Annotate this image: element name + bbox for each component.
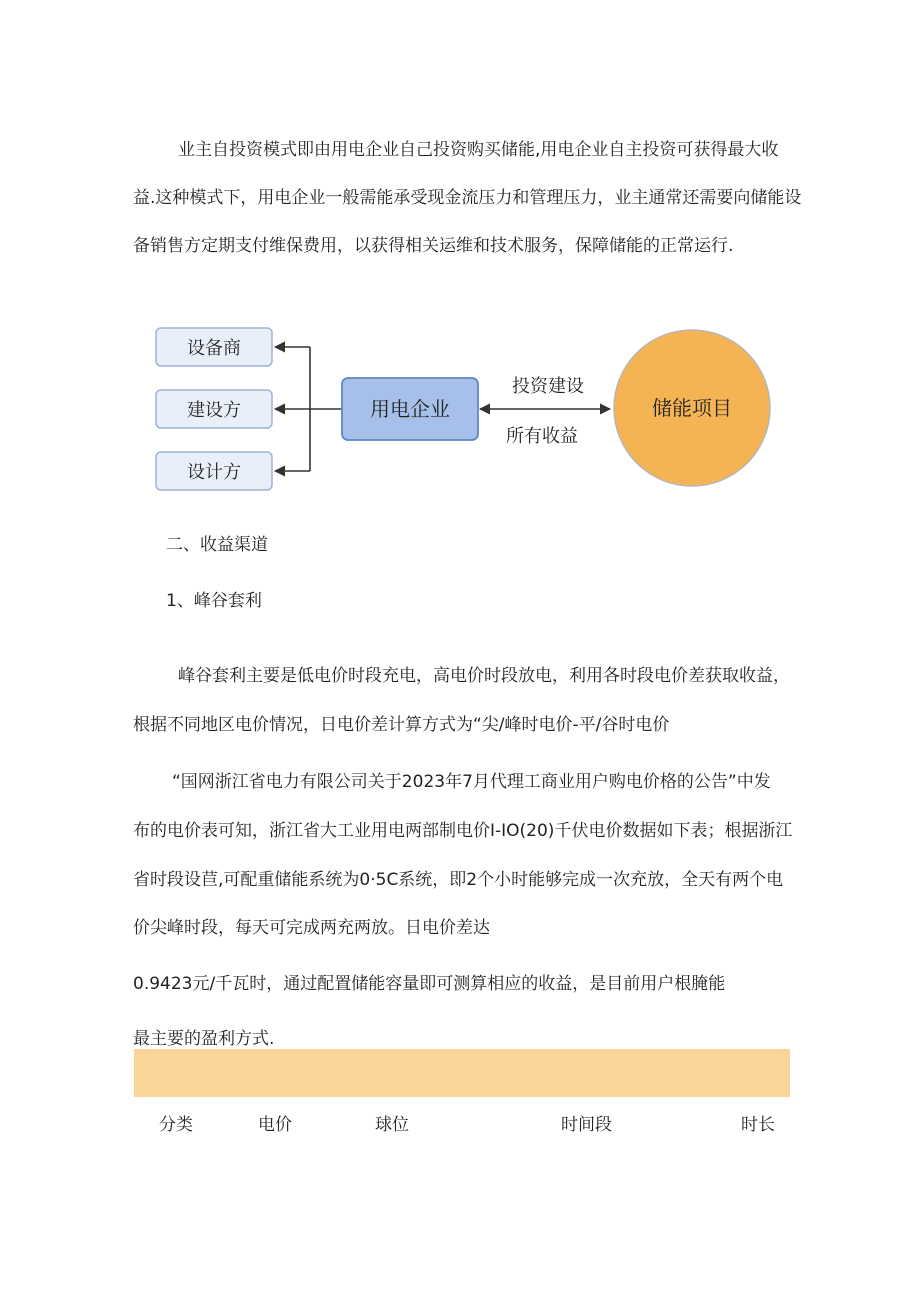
para3-line-2: 最主要的盈利方式. bbox=[133, 1029, 275, 1049]
arrow-bottom-label: 所有收益 bbox=[506, 426, 578, 447]
table-header-level: 球位 bbox=[375, 1115, 409, 1135]
para2-line-4: 价尖峰时段，每天可完成两充两放。日电价差达 bbox=[133, 918, 490, 938]
table-header-category: 分类 bbox=[159, 1115, 193, 1135]
para3-line-1: 0.9423元/千瓦时，通过配置储能容量即可测算相应的收益，是目前用户根腌能 bbox=[133, 974, 726, 994]
branch-connector bbox=[310, 347, 342, 471]
subsection-heading: 1、峰谷套利 bbox=[166, 591, 262, 611]
para2-line-1: “国网浙江省电力有限公司关于2023年7月代理工商业用户购电价格的公告”中发 bbox=[172, 772, 771, 792]
box-construction-party-label: 建设方 bbox=[187, 400, 241, 421]
box-power-user-enterprise-label: 用电企业 bbox=[370, 397, 450, 421]
table-title-band bbox=[134, 1049, 790, 1097]
para1-line-1: 峰谷套利主要是低电价时段充电，高电价时段放电，利用各时段电价差获取收益， bbox=[178, 666, 790, 686]
section-heading: 二、收益渠道 bbox=[166, 535, 268, 555]
table-header-period: 时间段 bbox=[561, 1115, 612, 1135]
box-equipment-supplier-label: 设备商 bbox=[187, 338, 241, 359]
intro-line-1: 业主自投资模式即由用电企业自己投资购买储能,用电企业自主投资可获得最大收 bbox=[178, 140, 779, 160]
arrow-top-label: 投资建设 bbox=[512, 376, 584, 397]
storage-project-label: 储能项目 bbox=[652, 396, 732, 420]
table-header-price: 电价 bbox=[258, 1115, 292, 1135]
table-header-duration: 时长 bbox=[741, 1115, 775, 1135]
para2-line-2: 布的电价表可知，浙江省大工业用电两部制电价I-IO(20)千伏电价数据如下表；根据浙江 bbox=[133, 821, 793, 841]
para1-line-2: 根据不同地区电价情况，日电价差计算方式为“尖/峰时电价-平/谷时电价 bbox=[133, 715, 670, 735]
intro-line-3: 备销售方定期支付维保费用，以获得相关运维和技术服务，保障储能的正常运行. bbox=[133, 236, 734, 256]
intro-line-2: 益.这种模式下，用电企业一般需能承受现金流压力和管理压力，业主通常还需要向储能设 bbox=[133, 188, 802, 208]
ownership-flow-diagram bbox=[150, 318, 780, 498]
box-design-party-label: 设计方 bbox=[187, 462, 241, 483]
para2-line-3: 省时段设苣,可配重储能系统为0·5C系统，即2个小时能够完成一次充放，全天有两个电 bbox=[133, 870, 784, 890]
